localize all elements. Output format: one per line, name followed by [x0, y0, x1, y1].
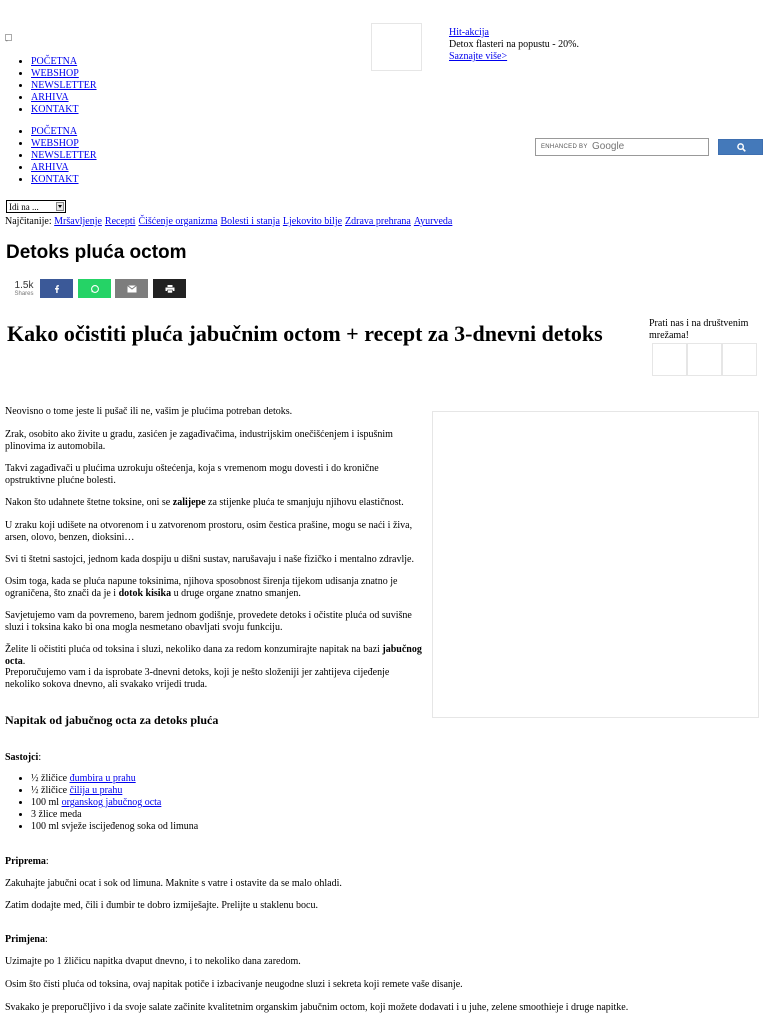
- prep-label-line: [5, 856, 425, 868]
- text-run: za stijenke pluća te smanjuju njihovu elastičnost.: [205, 497, 404, 508]
- text-run: u druge organe znatno smanjen.: [171, 588, 301, 599]
- share-count-number: 1.5k: [14, 280, 34, 291]
- article-ad-box[interactable]: [432, 411, 759, 718]
- social-facebook-widget[interactable]: [652, 343, 687, 376]
- nav-link-webshop[interactable]: WEBSHOP: [31, 138, 79, 149]
- share-print-button[interactable]: [153, 279, 186, 298]
- colon: :: [38, 752, 42, 763]
- nav-item: [31, 92, 331, 104]
- share-email-button[interactable]: [115, 279, 148, 298]
- bold-text: zalijepe: [172, 497, 206, 508]
- list-item: [31, 809, 451, 821]
- nav-item: [31, 68, 331, 80]
- social-pinterest-widget[interactable]: [687, 343, 722, 376]
- nav-link-arhiva[interactable]: ARHIVA: [31, 92, 69, 103]
- nav-item: [31, 138, 331, 150]
- search-brand-label: Google: [592, 141, 625, 152]
- ingredient-text: 3 žlice meda: [31, 809, 82, 820]
- text-run: Nakon što udahnete štetne toksine, oni se: [5, 497, 173, 508]
- header-ad-image[interactable]: [371, 23, 422, 71]
- nav-link-webshop[interactable]: WEBSHOP: [31, 68, 79, 79]
- nav-item: [31, 80, 331, 92]
- secondary-nav: [0, 126, 331, 186]
- goto-select[interactable]: [6, 200, 66, 213]
- ingredients-list: [0, 773, 451, 833]
- popular-link-recepti[interactable]: Recepti: [104, 216, 136, 227]
- text-run: Želite li očistiti pluća od toksina i sluzi, nekoliko dana za redom konzumirajte napitak na bazi: [5, 644, 383, 655]
- promo-block: [449, 27, 649, 63]
- share-count-label: Shares: [14, 291, 34, 297]
- nav-item: [31, 104, 331, 116]
- nav-link-newsletter[interactable]: NEWSLETTER: [31, 150, 97, 161]
- prep-step: Zakuhajte jabučni ocat i sok od limuna. Maknite s vatre i ostavite da se malo ohladi.: [5, 878, 342, 889]
- search-button[interactable]: [718, 139, 763, 155]
- use-step: Svakako je preporučljivo i da svoje salate začinite kvalitetnim organskim jabučnim octom, koji možete dodavati i u juhe, zelene smoothieje i druge napitke.: [5, 1002, 629, 1013]
- text-run: .: [22, 656, 26, 667]
- list-item: [31, 773, 451, 785]
- prep-step: Zatim dodajte med, čili i đumbir te dobro izmiješajte. Prelijte u staklenu bocu.: [5, 900, 318, 911]
- popular-label: Najčitanije:: [5, 216, 52, 227]
- popular-links: [5, 216, 605, 228]
- facebook-icon: [54, 285, 59, 293]
- nav-item: [31, 56, 331, 68]
- chevron-down-icon: [56, 202, 64, 211]
- share-whatsapp-button[interactable]: [78, 279, 111, 298]
- nav-link-pocetna[interactable]: POČETNA: [31, 56, 78, 67]
- article-paragraph: [5, 576, 425, 600]
- social-instagram-widget[interactable]: [722, 343, 757, 376]
- share-facebook-button[interactable]: [40, 279, 73, 298]
- prep-label: Priprema: [5, 856, 46, 867]
- nav-item: [31, 174, 331, 186]
- ingredient-text: 100 ml: [31, 797, 62, 808]
- bold-text: jabučnog octa: [5, 644, 422, 667]
- whatsapp-icon: [90, 284, 99, 293]
- promo-more-link[interactable]: Saznajte više>: [449, 51, 508, 62]
- nav-link-kontakt[interactable]: KONTAKT: [31, 104, 79, 115]
- ingredients-label: Sastojci: [5, 752, 39, 763]
- page-title: Detoks pluća octom: [6, 242, 187, 263]
- primary-nav: [0, 56, 331, 116]
- broken-image-icon: ▫: [5, 34, 12, 41]
- nav-item: [31, 126, 331, 138]
- ingredient-text: 100 ml svježe iscijeđenog soka od limuna: [31, 821, 199, 832]
- search-icon: [737, 143, 746, 152]
- article-paragraph: Savjetujemo vam da povremeno, barem jednom godišnje, provedete detoks i očistite pluća od suvišne sluzi i toksina kako bi ona mogla nesmetano obavljati svoju funkciju.: [5, 610, 412, 633]
- ingredient-link[interactable]: čilija u prahu: [69, 785, 123, 796]
- search-input[interactable]: [535, 138, 709, 156]
- article-paragraph: [5, 497, 425, 509]
- ingredient-text: ½ žličice: [31, 773, 70, 784]
- nav-link-kontakt[interactable]: KONTAKT: [31, 174, 79, 185]
- promo-link[interactable]: Hit-akcija: [449, 27, 489, 38]
- article-paragraph: Svi ti štetni sastojci, jednom kada dospiju u dišni sustav, narušavaju i naše fizičko i mentalno zdravlje.: [5, 554, 414, 565]
- article-title: Kako očistiti pluća jabučnim octom + recept za 3-dnevni detoks: [7, 321, 603, 346]
- colon: :: [45, 934, 48, 945]
- nav-item: [31, 162, 331, 174]
- print-icon: [165, 285, 174, 293]
- popular-link-prehrana[interactable]: Zdrava prehrana: [345, 216, 411, 227]
- popular-link-ciscenje[interactable]: Čišćenje organizma: [138, 216, 218, 227]
- popular-link-ayurveda[interactable]: Ayurveda: [413, 216, 453, 227]
- nav-link-newsletter[interactable]: NEWSLETTER: [31, 80, 97, 91]
- ingredient-text: ½ žličice: [31, 785, 70, 796]
- promo-text: Detox flasteri na popustu - 20%.: [449, 39, 579, 50]
- ingredient-link[interactable]: đumbira u prahu: [69, 773, 136, 784]
- use-label: Primjena: [5, 934, 45, 945]
- popular-link-mrsavljenje[interactable]: Mršavljenje: [54, 216, 102, 227]
- share-count: [11, 280, 37, 298]
- article-paragraph: [5, 644, 425, 668]
- list-item: [31, 797, 451, 809]
- use-step: Osim što čisti pluća od toksina, ovaj napitak potiče i izbacivanje neugodne sluzi i sekreta koji remete vaše disanje.: [5, 979, 463, 990]
- search-enhanced-label: ENHANCED BY: [541, 144, 588, 150]
- ingredient-link[interactable]: organskog jabučnog octa: [61, 797, 162, 808]
- nav-item: [31, 150, 331, 162]
- ingredients-label-line: [5, 752, 425, 764]
- use-step: Uzimajte po 1 žličicu napitka dvaput dnevno, i to nekoliko dana zaredom.: [5, 956, 301, 967]
- article-paragraph: Takvi zagađivači u plućima uzrokuju oštećenja, koja s vremenom mogu dovesti i do kronične opstruktivne plućne bolesti.: [5, 463, 379, 486]
- recipe-heading: Napitak od jabučnog octa za detoks pluća: [5, 713, 219, 727]
- popular-link-bilje[interactable]: Ljekovito bilje: [282, 216, 343, 227]
- nav-link-pocetna[interactable]: POČETNA: [31, 126, 78, 137]
- goto-select-value: Idi na ...: [9, 202, 39, 212]
- colon: :: [45, 856, 49, 867]
- list-item: [31, 821, 451, 833]
- use-label-line: [5, 934, 425, 946]
- text-run: Osim toga, kada se pluća napune toksinima, njihova sposobnost širenja tijekom udisanja znatno je ograničena, što znači da je i: [5, 576, 398, 599]
- popular-link-bolesti[interactable]: Bolesti i stanja: [220, 216, 280, 227]
- article-paragraph: U zraku koji udišete na otvorenom i u zatvorenom prostoru, osim čestica prašine, mogu se naći i živa, arsen, olovo, benzen, dioksini…: [5, 520, 413, 543]
- article-paragraph: Zrak, osobito ako živite u gradu, zasićen je zagađivačima, industrijskim onečišćenjem i ispušnim plinovima iz automobila.: [5, 429, 393, 452]
- social-label: Prati nas i na društvenim mrežama!: [649, 318, 749, 341]
- list-item: [31, 785, 451, 797]
- nav-link-arhiva[interactable]: ARHIVA: [31, 162, 69, 173]
- bold-text: dotok kisika: [118, 588, 172, 599]
- article-paragraph: Neovisno o tome jeste li pušač ili ne, vašim je plućima potreban detoks.: [5, 406, 293, 417]
- article-paragraph: Preporučujemo vam i da isprobate 3-dnevni detoks, koji je nešto složeniji jer zahtijeva cijeđenje nekoliko sokova dnevno, ali svakako vrijedi truda.: [5, 667, 390, 690]
- email-icon: [127, 285, 136, 292]
